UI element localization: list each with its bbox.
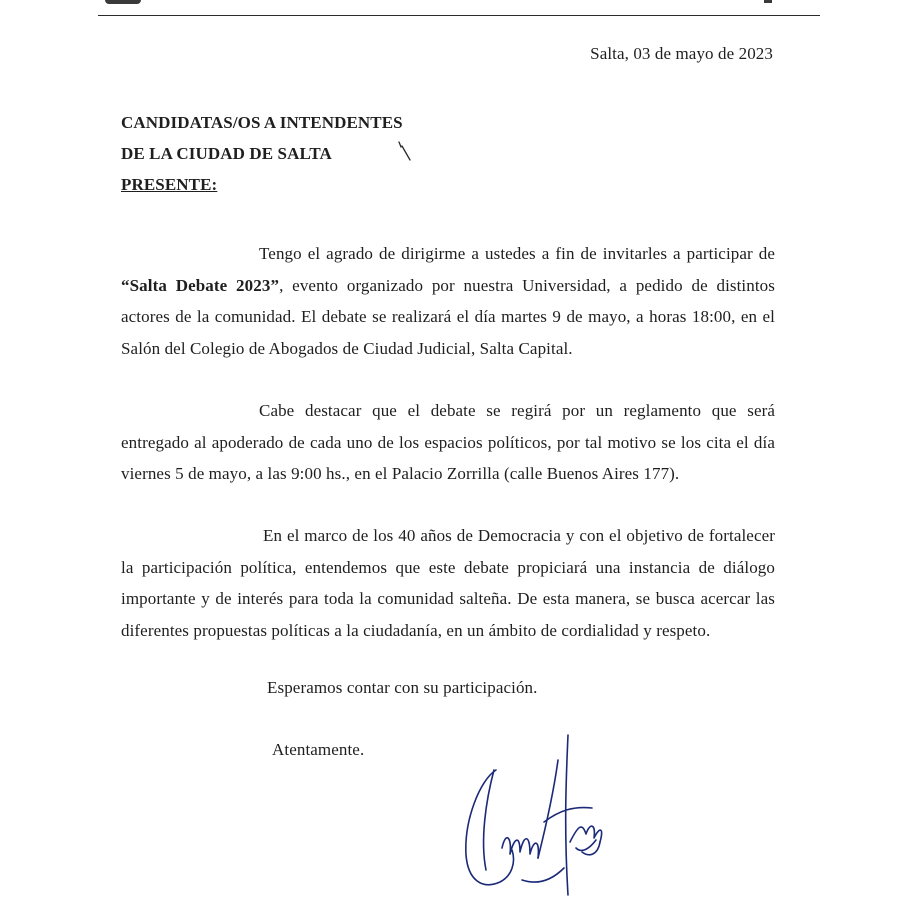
paragraph-rules-text: Cabe destacar que el debate se regirá por un reglamento que será entregado al apoderado de cada uno de los espacios políticos, por tal motivo se los cita el día viernes 5 de mayo, a las 9:00 hs., en el Palacio Zorrilla (calle Buenos Aires 177). [121,401,775,483]
paragraph-rules [121,395,775,490]
paragraph-democracy [121,520,775,646]
closing-line: Esperamos contar con su participación. [267,678,538,697]
signature-icon [450,730,610,909]
pen-mark-icon [396,140,414,164]
paragraph-invitation-intro: Tengo el agrado de dirigirme a ustedes a fin de invitarles a participar de [259,244,775,263]
letterhead-rule [98,15,820,16]
regards-line: Atentamente. [272,740,365,759]
paragraph-democracy-text: En el marco de los 40 años de Democracia y con el objetivo de fortalecer la participación política, entendemos que este debate propiciará una instancia de diálogo importante y de interés para toda la comunidad salteña. De esta manera, se busca acercar las diferentes propuestas políticas a la ciudadanía, en un ámbito de cordialidad y respeto. [121,526,775,640]
event-name: “Salta Debate 2023” [121,275,280,295]
paragraph-invitation [121,238,775,364]
recipient-line-2: DE LA CIUDAD DE SALTA [121,144,332,163]
letter-date: Salta, 03 de mayo de 2023 [590,44,773,63]
letterhead-mark [764,0,772,3]
letterhead-logo-fragment [105,0,141,4]
recipient-line-1: CANDIDATAS/OS A INTENDENTES [121,113,403,132]
paragraph-invitation-rest: , evento organizado por nuestra Universidad, a pedido de distintos actores de la comunidad. El debate se realizará el día martes 9 de mayo, a horas 18:00, en el Salón del Colegio de Abogados de Ciudad Judicial, Salta Capital. [121,275,775,358]
recipient-block [121,107,403,200]
recipient-line-3: PRESENTE: [121,175,218,194]
